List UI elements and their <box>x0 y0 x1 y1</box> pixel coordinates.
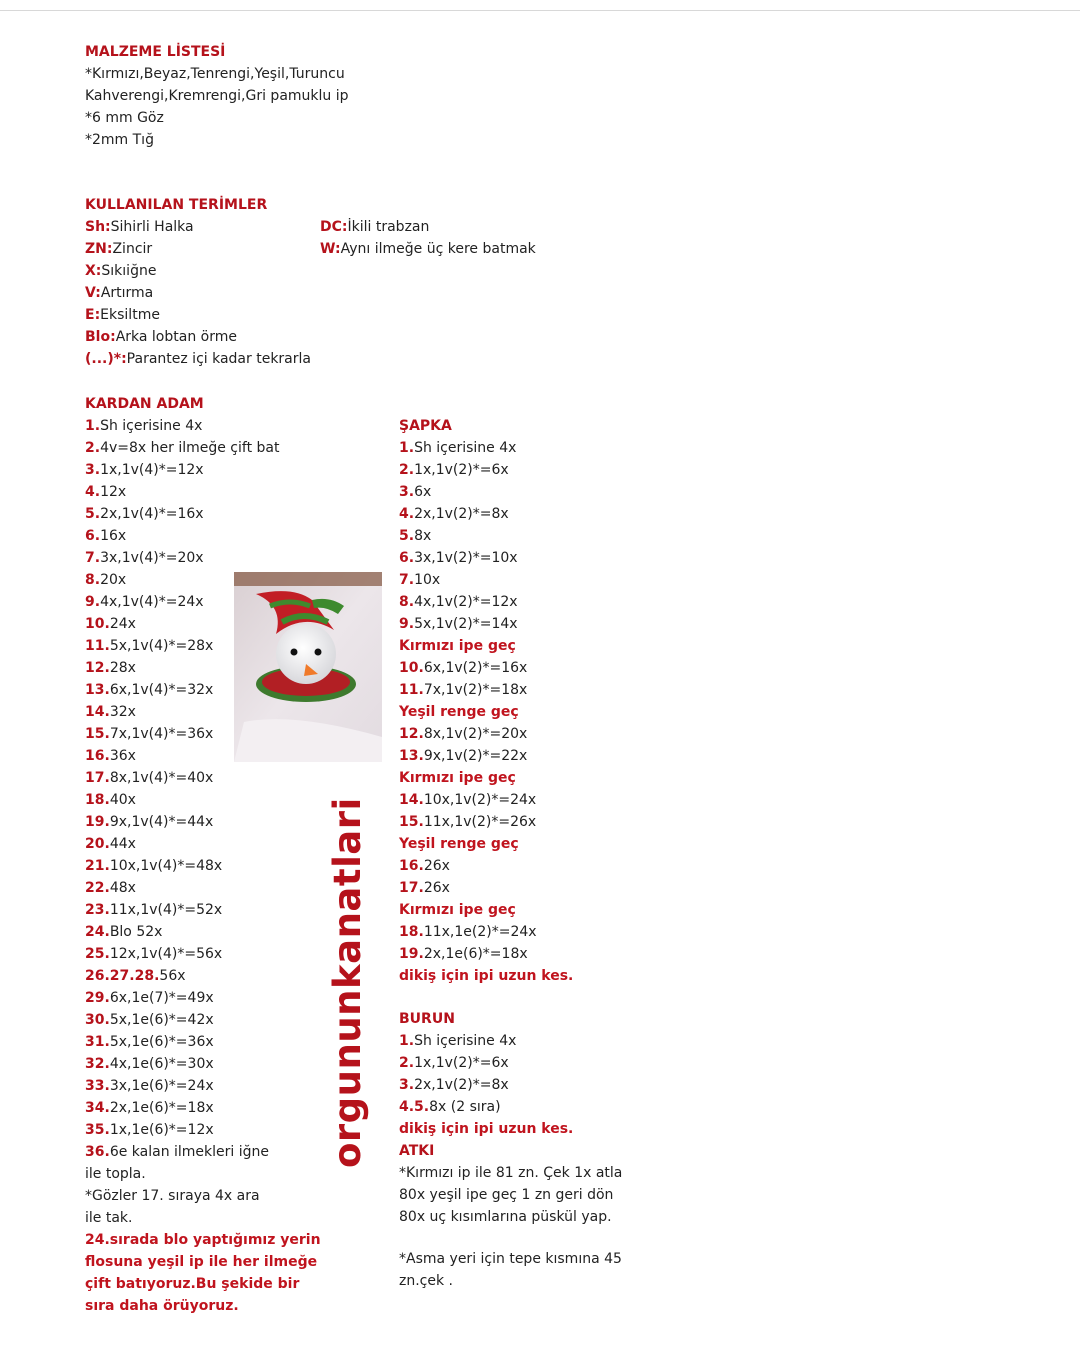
hat-row <box>399 877 573 899</box>
row-text: 6e kalan ilmekleri iğne <box>109 1144 270 1160</box>
term-text: Sıkıiğne <box>101 263 157 279</box>
row-number: 21. <box>85 858 110 874</box>
row-text: 4x,1v(4)*=24x <box>100 594 204 610</box>
row-text: Sh içerisine 4x <box>414 1033 517 1049</box>
row-text: 1x,1v(4)*=12x <box>100 462 204 478</box>
row-text: Sh içerisine 4x <box>100 418 203 434</box>
materials-line: *6 mm Göz <box>85 110 164 126</box>
snowman-red-note: flosuna yeşil ip ile her ilmeğe <box>85 1254 318 1270</box>
row-number: 35. <box>85 1122 110 1138</box>
snowman-title: KARDAN ADAM <box>85 396 204 412</box>
term-abbr: Sh: <box>85 219 111 235</box>
hat-row <box>399 943 573 965</box>
scarf-section <box>399 1140 622 1292</box>
row-number: 25. <box>85 946 110 962</box>
hat-row <box>399 613 573 635</box>
row-number: 3. <box>85 462 101 478</box>
row-text: 11x,1v(2)*=26x <box>423 814 537 830</box>
hat-row <box>399 811 573 833</box>
row-text: 1x,1v(2)*=6x <box>414 462 509 478</box>
hat-color-change: Yeşil renge geç <box>399 704 519 720</box>
row-number: 2. <box>399 462 415 478</box>
snowman-red-note: 24.sırada blo yaptığımız yerin <box>85 1232 321 1248</box>
row-number: 15. <box>399 814 424 830</box>
snowman-photo <box>234 572 382 762</box>
row-number: 19. <box>399 946 424 962</box>
nose-row <box>399 1074 573 1096</box>
row-number: 24. <box>85 924 110 940</box>
row-text: 7x,1v(2)*=18x <box>423 682 528 698</box>
hat-row <box>399 679 573 701</box>
row-text: 26x <box>423 858 450 874</box>
materials-line: *2mm Tığ <box>85 132 154 148</box>
row-text: 24x <box>109 616 136 632</box>
hat-row <box>399 437 573 459</box>
nose-color-change: dikiş için ipi uzun kes. <box>399 1121 574 1137</box>
row-text: 3x,1v(4)*=20x <box>100 550 204 566</box>
terms-section <box>85 194 311 370</box>
row-number: 17. <box>85 770 110 786</box>
watermark-text: orgununkanatlari <box>326 797 369 1168</box>
term-row <box>85 304 311 326</box>
term-row <box>85 260 311 282</box>
row-number: 36. <box>85 1144 110 1160</box>
snowman-row <box>85 437 321 459</box>
materials-line: *Kırmızı,Beyaz,Tenrengi,Yeşil,Turuncu <box>85 66 345 82</box>
hat-color-change: Kırmızı ipe geç <box>399 770 516 786</box>
top-divider <box>0 10 1080 11</box>
row-number: 7. <box>85 550 101 566</box>
row-number: 32. <box>85 1056 110 1072</box>
row-number: 18. <box>399 924 424 940</box>
row-text: 1x,1v(2)*=6x <box>414 1055 509 1071</box>
term-abbr: E: <box>85 307 101 323</box>
row-text: 32x <box>109 704 136 720</box>
terms-right-column <box>320 216 536 260</box>
term-abbr: W: <box>320 241 341 257</box>
row-text: 3x,1e(6)*=24x <box>109 1078 214 1094</box>
row-text: 10x <box>414 572 441 588</box>
row-text: 10x,1v(2)*=24x <box>423 792 537 808</box>
snowman-row <box>85 1141 321 1163</box>
row-text: 2x,1e(6)*=18x <box>423 946 528 962</box>
row-number: 13. <box>85 682 110 698</box>
row-number: 2. <box>399 1055 415 1071</box>
row-number: 6. <box>85 528 101 544</box>
row-number: 12. <box>399 726 424 742</box>
row-text: 12x,1v(4)*=56x <box>109 946 223 962</box>
row-number: 31. <box>85 1034 110 1050</box>
hang-line: zn.çek . <box>399 1273 453 1289</box>
scarf-title: ATKI <box>399 1143 435 1159</box>
row-text: 6x,1e(7)*=49x <box>109 990 214 1006</box>
snowman-note: *Gözler 17. sıraya 4x ara <box>85 1188 260 1204</box>
row-text: 9x,1v(4)*=44x <box>109 814 214 830</box>
row-number: 1. <box>85 418 101 434</box>
row-text: 10x,1v(4)*=48x <box>109 858 223 874</box>
snowman-row <box>85 767 321 789</box>
hat-row <box>399 547 573 569</box>
hat-row <box>399 745 573 767</box>
row-number: 13. <box>399 748 424 764</box>
snowman-row <box>85 1119 321 1141</box>
row-text: 36x <box>109 748 136 764</box>
term-abbr: (...)*: <box>85 351 127 367</box>
term-text: Arka lobtan örme <box>115 329 237 345</box>
term-text: Eksiltme <box>100 307 160 323</box>
term-text: Sihirli Halka <box>110 219 194 235</box>
term-abbr: V: <box>85 285 101 301</box>
row-number: 23. <box>85 902 110 918</box>
row-number: 8. <box>85 572 101 588</box>
row-number: 3. <box>399 484 415 500</box>
snowman-row <box>85 921 321 943</box>
row-number: 9. <box>399 616 415 632</box>
row-number: 30. <box>85 1012 110 1028</box>
row-number: 4. <box>399 506 415 522</box>
row-text: 44x <box>109 836 136 852</box>
row-number: 19. <box>85 814 110 830</box>
row-number: 26.27.28. <box>85 968 160 984</box>
row-number: 7. <box>399 572 415 588</box>
snowman-row <box>85 965 321 987</box>
row-text: 12x <box>100 484 127 500</box>
hat-color-change: Yeşil renge geç <box>399 836 519 852</box>
terms-title: KULLANILAN TERİMLER <box>85 197 268 213</box>
nose-row <box>399 1052 573 1074</box>
snowman-note: ile tak. <box>85 1210 133 1226</box>
row-text: 28x <box>109 660 136 676</box>
term-text: İkili trabzan <box>347 219 430 235</box>
row-number: 18. <box>85 792 110 808</box>
hat-row <box>399 503 573 525</box>
row-number: 9. <box>85 594 101 610</box>
row-number: 16. <box>399 858 424 874</box>
snowman-row <box>85 899 321 921</box>
row-text: 40x <box>109 792 136 808</box>
row-text: 4x,1v(2)*=12x <box>414 594 518 610</box>
snowman-row <box>85 811 321 833</box>
snowman-row <box>85 503 321 525</box>
nose-section <box>399 1008 573 1140</box>
row-number: 4.5. <box>399 1099 430 1115</box>
snowman-row <box>85 525 321 547</box>
hat-row <box>399 591 573 613</box>
term-abbr: ZN: <box>85 241 113 257</box>
materials-title: MALZEME LİSTESİ <box>85 44 226 60</box>
row-text: 8x (2 sıra) <box>429 1099 501 1115</box>
row-text: 6x,1v(4)*=32x <box>109 682 214 698</box>
snowman-row <box>85 987 321 1009</box>
row-number: 5. <box>399 528 415 544</box>
hat-title: ŞAPKA <box>399 418 452 434</box>
hang-line: *Asma yeri için tepe kısmına 45 <box>399 1251 622 1267</box>
snowman-red-note: çift batıyoruz.Bu şekide bir <box>85 1276 300 1292</box>
row-text: 5x,1v(2)*=14x <box>414 616 518 632</box>
term-row <box>320 238 536 260</box>
row-number: 11. <box>85 638 110 654</box>
row-text: 11x,1e(2)*=24x <box>423 924 537 940</box>
materials-line: Kahverengi,Kremrengi,Gri pamuklu ip <box>85 88 349 104</box>
row-text: 2x,1v(2)*=8x <box>414 506 509 522</box>
row-text: 2x,1v(4)*=16x <box>100 506 204 522</box>
row-text: 56x <box>159 968 186 984</box>
term-abbr: DC: <box>320 219 348 235</box>
snowman-row <box>85 1053 321 1075</box>
row-text: 8x,1v(4)*=40x <box>109 770 214 786</box>
hat-row <box>399 459 573 481</box>
snowman-row <box>85 789 321 811</box>
hat-color-change: Kırmızı ipe geç <box>399 902 516 918</box>
term-text: Aynı ilmeğe üç kere batmak <box>340 241 536 257</box>
row-number: 33. <box>85 1078 110 1094</box>
hat-row <box>399 723 573 745</box>
row-text: 2x,1v(2)*=8x <box>414 1077 509 1093</box>
term-text: Artırma <box>100 285 154 301</box>
snowman-red-note: sıra daha örüyoruz. <box>85 1298 239 1314</box>
hat-color-change: dikiş için ipi uzun kes. <box>399 968 574 984</box>
row-text: Sh içerisine 4x <box>414 440 517 456</box>
row-text: 8x <box>414 528 432 544</box>
row-number: 22. <box>85 880 110 896</box>
row-text: 16x <box>100 528 127 544</box>
snowman-row <box>85 481 321 503</box>
snowman-row <box>85 855 321 877</box>
snowman-row <box>85 547 321 569</box>
term-row <box>85 282 311 304</box>
term-row <box>85 348 311 370</box>
row-text: 26x <box>423 880 450 896</box>
term-row <box>85 238 311 260</box>
hat-row <box>399 855 573 877</box>
row-number: 12. <box>85 660 110 676</box>
row-number: 10. <box>399 660 424 676</box>
nose-row <box>399 1030 573 1052</box>
row-number: 6. <box>399 550 415 566</box>
row-number: 10. <box>85 616 110 632</box>
nose-title: BURUN <box>399 1011 455 1027</box>
row-number: 3. <box>399 1077 415 1093</box>
hat-row <box>399 789 573 811</box>
row-number: 4. <box>85 484 101 500</box>
snowman-section <box>85 393 321 1317</box>
term-text: Zincir <box>112 241 153 257</box>
hat-row <box>399 569 573 591</box>
row-number: 11. <box>399 682 424 698</box>
row-number: 1. <box>399 440 415 456</box>
materials-section <box>85 41 349 151</box>
row-text: 5x,1e(6)*=36x <box>109 1034 214 1050</box>
hat-row <box>399 481 573 503</box>
snowman-row <box>85 1075 321 1097</box>
row-number: 14. <box>85 704 110 720</box>
snowman-row <box>85 943 321 965</box>
term-abbr: X: <box>85 263 102 279</box>
row-number: 8. <box>399 594 415 610</box>
snowman-row <box>85 1031 321 1053</box>
snowman-row <box>85 833 321 855</box>
term-text: Parantez içi kadar tekrarla <box>126 351 311 367</box>
snowman-row <box>85 1097 321 1119</box>
row-text: 20x <box>100 572 127 588</box>
row-number: 1. <box>399 1033 415 1049</box>
snowman-row <box>85 415 321 437</box>
row-text: 9x,1v(2)*=22x <box>423 748 528 764</box>
snowman-row <box>85 459 321 481</box>
hat-row <box>399 657 573 679</box>
scarf-line: 80x uç kısımlarına püskül yap. <box>399 1209 612 1225</box>
row-number: 14. <box>399 792 424 808</box>
hat-row <box>399 921 573 943</box>
row-text: Blo 52x <box>109 924 163 940</box>
row-text: 11x,1v(4)*=52x <box>109 902 223 918</box>
row-text: 2x,1e(6)*=18x <box>109 1100 214 1116</box>
row-text: 3x,1v(2)*=10x <box>414 550 518 566</box>
row-text: 48x <box>109 880 136 896</box>
term-abbr: Blo: <box>85 329 116 345</box>
row-text: 5x,1v(4)*=28x <box>109 638 214 654</box>
row-number: 15. <box>85 726 110 742</box>
snowman-row <box>85 877 321 899</box>
row-text: 4x,1e(6)*=30x <box>109 1056 214 1072</box>
row-text: 6x,1v(2)*=16x <box>423 660 528 676</box>
snowman-ornament-image <box>234 572 382 762</box>
scarf-line: *Kırmızı ip ile 81 zn. Çek 1x atla <box>399 1165 623 1181</box>
hat-color-change: Kırmızı ipe geç <box>399 638 516 654</box>
eye-right <box>315 649 322 656</box>
row-text: 1x,1e(6)*=12x <box>109 1122 214 1138</box>
row-number: 29. <box>85 990 110 1006</box>
snowman-note: ile topla. <box>85 1166 146 1182</box>
scarf-line: 80x yeşil ipe geç 1 zn geri dön <box>399 1187 614 1203</box>
row-text: 5x,1e(6)*=42x <box>109 1012 214 1028</box>
snowman-row <box>85 1009 321 1031</box>
row-text: 6x <box>414 484 432 500</box>
term-row <box>85 216 311 238</box>
row-number: 2. <box>85 440 101 456</box>
row-number: 17. <box>399 880 424 896</box>
term-row <box>85 326 311 348</box>
term-row <box>320 216 536 238</box>
eye-left <box>291 649 298 656</box>
row-number: 34. <box>85 1100 110 1116</box>
row-number: 5. <box>85 506 101 522</box>
nose-row <box>399 1096 573 1118</box>
hat-row <box>399 525 573 547</box>
row-number: 16. <box>85 748 110 764</box>
row-number: 20. <box>85 836 110 852</box>
hat-section <box>399 415 573 987</box>
row-text: 7x,1v(4)*=36x <box>109 726 214 742</box>
row-text: 4v=8x her ilmeğe çift bat <box>100 440 280 456</box>
row-text: 8x,1v(2)*=20x <box>423 726 528 742</box>
